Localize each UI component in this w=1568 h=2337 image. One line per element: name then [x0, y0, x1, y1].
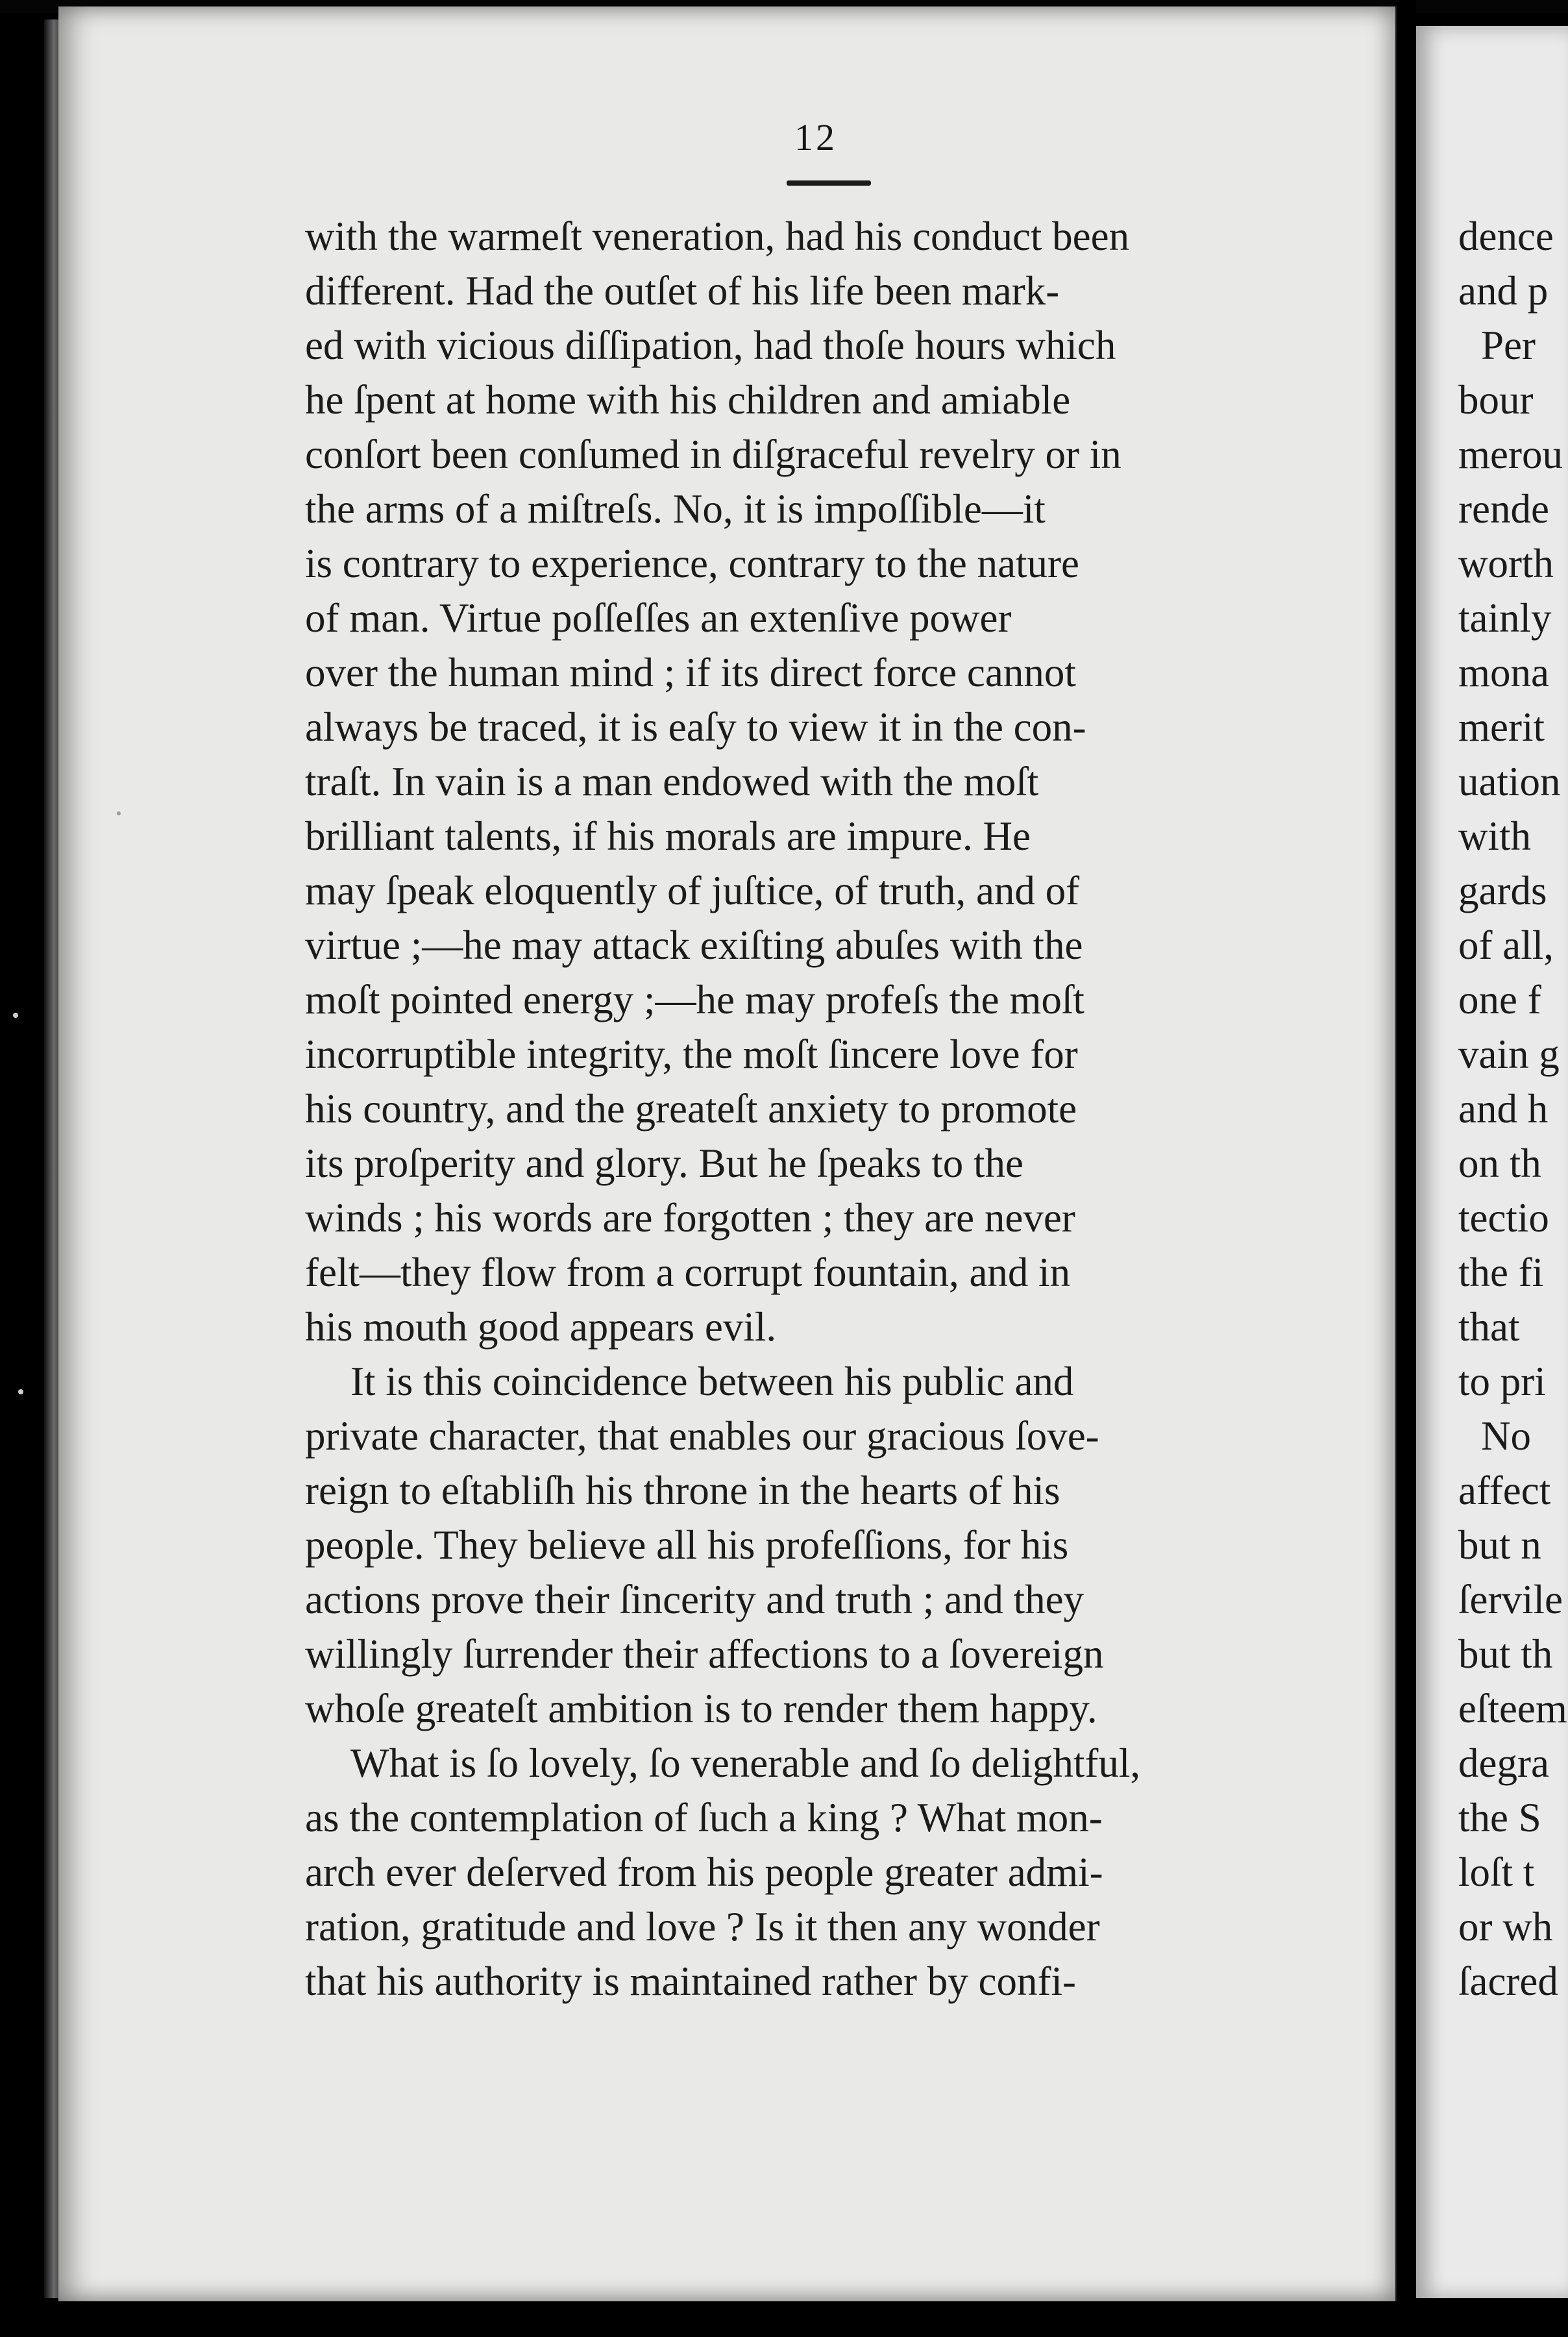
text-line: to pri [1458, 1359, 1546, 1404]
text-line: he ſpent at home with his children and amiable [305, 377, 1071, 423]
text-line: arch ever deſerved from his people greater admi- [305, 1849, 1103, 1895]
text-line: one f [1458, 977, 1541, 1022]
text-line: and p [1458, 268, 1549, 314]
text-line: different. Had the outſet of his life been mark- [305, 268, 1060, 314]
text-line: but th [1458, 1631, 1553, 1677]
text-line: its proſperity and glory. But he ſpeaks to the [305, 1141, 1023, 1186]
text-line: of man. Virtue poſſeſſes an extenſive power [305, 595, 1012, 641]
text-line: tainly [1458, 595, 1552, 641]
text-line: ed with vicious diſſipation, had thoſe hours which [305, 323, 1116, 368]
text-line: worth [1458, 541, 1554, 586]
page-gutter [1397, 0, 1416, 2337]
text-line: private character, that enables our gracious ſove- [305, 1413, 1099, 1459]
text-line: with [1458, 813, 1532, 859]
text-line: uation [1458, 759, 1561, 804]
text-line: willingly ſurrender their affections to a ſovereign [305, 1631, 1104, 1677]
text-line: dence [1458, 214, 1554, 259]
paper-speck [18, 1389, 23, 1394]
page-number: 12 [794, 116, 837, 158]
paper-speck [117, 811, 121, 815]
text-line: ſacred [1458, 1959, 1558, 2004]
text-line: and h [1458, 1086, 1549, 1131]
text-line: but n [1458, 1522, 1541, 1568]
text-line: traſt. In vain is a man endowed with the moſt [305, 759, 1039, 804]
text-line: rende [1458, 486, 1549, 532]
text-line: that [1458, 1304, 1520, 1350]
text-line: merit [1458, 704, 1545, 750]
text-line: conſort been conſumed in diſgraceful revelry or in [305, 432, 1121, 477]
text-line: affect [1458, 1468, 1551, 1513]
text-line: on th [1458, 1141, 1541, 1186]
text-line: incorruptible integrity, the moſt ſincere love for [305, 1032, 1078, 1077]
paragraph-first-line: What is ſo lovely, ſo venerable and ſo delightful, [350, 1740, 1141, 1786]
text-line: brilliant talents, if his morals are impure. He [305, 813, 1031, 859]
text-line: the S [1458, 1795, 1541, 1840]
paragraph-first-line: It is this coincidence between his public and [350, 1359, 1074, 1404]
text-line: or wh [1458, 1904, 1553, 1949]
text-line: with the warmeſt veneration, had his conduct been [305, 214, 1130, 259]
text-line: may ſpeak eloquently of juſtice, of truth, and of [305, 868, 1080, 913]
text-line: tectio [1458, 1195, 1549, 1241]
text-line: vain g [1458, 1032, 1560, 1077]
text-line: people. They believe all his profeſſions, for his [305, 1522, 1069, 1568]
text-line: ration, gratitude and love ? Is it then any wonder [305, 1904, 1100, 1949]
text-line: gards [1458, 868, 1547, 913]
text-line: eſteem [1458, 1686, 1567, 1731]
text-line: whoſe greateſt ambition is to render them happy. [305, 1686, 1097, 1731]
text-line: the fi [1458, 1250, 1544, 1295]
text-line: moſt pointed energy ;—he may profeſs the moſt [305, 977, 1084, 1022]
text-line: over the human mind ; if its direct force cannot [305, 650, 1076, 695]
text-line: degra [1458, 1740, 1549, 1786]
text-line: is contrary to experience, contrary to the nature [305, 541, 1079, 586]
text-line: his country, and the greateſt anxiety to promote [305, 1086, 1077, 1131]
text-line: ſervile [1458, 1577, 1563, 1622]
text-line: mona [1458, 650, 1549, 695]
paragraph-first-line: No [1481, 1413, 1531, 1459]
text-line: winds ; his words are forgotten ; they are never [305, 1195, 1075, 1241]
text-line: reign to eſtabliſh his throne in the hearts of his [305, 1468, 1060, 1513]
text-line: his mouth good appears evil. [305, 1304, 777, 1350]
text-line: merou [1458, 432, 1563, 477]
text-line: the arms of a miſtreſs. No, it is impoſſible—it [305, 486, 1046, 532]
text-line: bour [1458, 377, 1534, 423]
text-line: actions prove their ſincerity and truth ; and they [305, 1577, 1084, 1622]
text-line: of all, [1458, 922, 1554, 968]
text-line: that his authority is maintained rather by confi- [305, 1959, 1076, 2004]
text-line: virtue ;—he may attack exiſting abuſes with the [305, 922, 1083, 968]
header-rule [787, 180, 871, 186]
text-line: as the contemplation of ſuch a king ? What mon- [305, 1795, 1103, 1840]
paragraph-first-line: Per [1481, 323, 1536, 368]
paper-speck [13, 1013, 18, 1018]
text-line: always be traced, it is eaſy to view it in the con- [305, 704, 1086, 750]
text-line: felt—they flow from a corrupt fountain, and in [305, 1250, 1071, 1295]
text-line: loſt t [1458, 1849, 1535, 1895]
